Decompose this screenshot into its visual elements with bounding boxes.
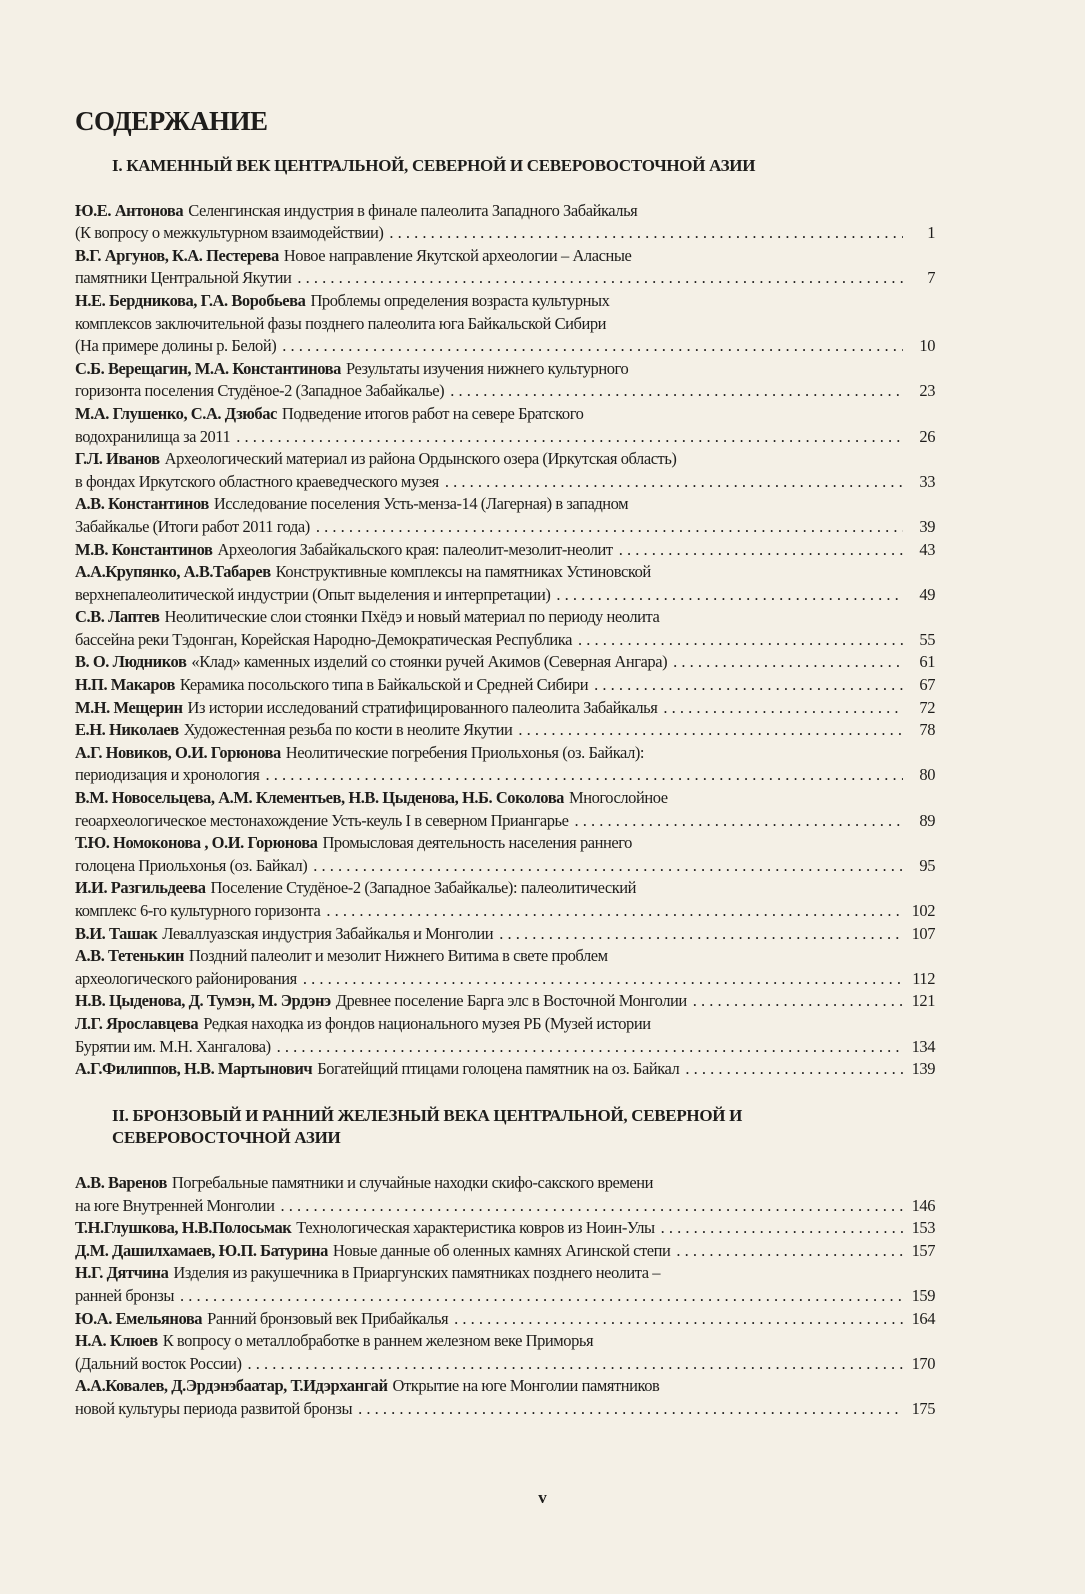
entry-title: голоцена Приольхонья (оз. Байкал) xyxy=(75,855,308,875)
entry-page-number: 159 xyxy=(911,1285,935,1305)
dot-leader xyxy=(574,810,903,833)
entry-title: Погребальные памятники и случайные находки скифо-сакского времени xyxy=(171,1172,654,1192)
toc-entry-line xyxy=(75,1217,935,1240)
entry-text xyxy=(75,674,588,697)
toc-entry[interactable] xyxy=(75,1058,935,1081)
entry-page-number: 153 xyxy=(911,1218,935,1238)
dot-leader xyxy=(578,629,903,652)
entry-author: В.Г. Аргунов, К.А. Пестерева xyxy=(75,245,279,265)
entry-title: новой культуры периода развитой бронзы xyxy=(75,1398,353,1418)
entry-page-number: 80 xyxy=(919,765,935,785)
entry-author: Н.В. Цыденова, Д. Тумэн, М. Эрдэнэ xyxy=(75,991,331,1011)
toc-entry-line xyxy=(75,1375,935,1398)
toc-entry[interactable] xyxy=(75,945,935,990)
entry-page-number: 170 xyxy=(911,1353,935,1373)
entry-title: (На примере долины р. Белой) xyxy=(75,336,277,356)
dot-leader xyxy=(673,651,903,674)
toc-entry-line xyxy=(75,968,935,991)
entry-text xyxy=(75,200,637,223)
entry-text xyxy=(75,471,439,494)
section-heading xyxy=(75,1105,935,1150)
toc-entry[interactable] xyxy=(75,448,935,493)
entry-page-number: 112 xyxy=(912,968,935,988)
dot-leader xyxy=(499,923,903,946)
toc-entry[interactable] xyxy=(75,674,935,697)
entry-text xyxy=(75,900,320,923)
entry-title: верхнепалеолитической индустрии (Опыт выделения и интерпретации) xyxy=(75,584,551,604)
entry-title: Новое направление Якутской археологии – Аласные xyxy=(283,245,632,265)
entry-text xyxy=(75,222,383,245)
toc-entry-line xyxy=(75,651,935,674)
entry-title: Керамика посольского типа в Байкальской и Средней Сибири xyxy=(179,675,589,695)
entry-title: комплекс 6-го культурного горизонта xyxy=(75,901,321,920)
entry-title: Археология Забайкальского края: палеолит-мезолит-неолит xyxy=(217,539,613,559)
toc-entry-line xyxy=(75,1058,935,1081)
toc-entry[interactable] xyxy=(75,1217,935,1240)
toc-entry[interactable] xyxy=(75,832,935,877)
entry-title: Леваллуазская индустрия Забайкалья и Монголии xyxy=(162,923,494,943)
page-title: СОДЕРЖАНИЕ xyxy=(75,106,268,136)
toc-entry-line xyxy=(75,313,935,336)
entry-page-number: 10 xyxy=(919,336,935,356)
entry-title: Селенгинская индустрия в финале палеолита Западного Забайкалья xyxy=(188,200,638,220)
entry-text xyxy=(75,968,297,991)
entry-text xyxy=(75,832,632,855)
entry-page-number: 164 xyxy=(911,1308,935,1328)
dot-leader xyxy=(693,990,903,1013)
dot-leader xyxy=(358,1398,903,1421)
page-number: v xyxy=(538,1488,547,1507)
dot-leader xyxy=(180,1285,903,1308)
entry-author: В. О. Людников xyxy=(75,652,187,672)
toc-entry-line xyxy=(75,606,935,629)
entry-page-number: 89 xyxy=(919,810,935,830)
entry-text xyxy=(75,719,512,742)
toc-entry[interactable] xyxy=(75,990,935,1013)
toc-entry[interactable] xyxy=(75,1330,935,1375)
dot-leader xyxy=(556,584,903,607)
entry-page-number: 43 xyxy=(919,539,935,559)
entry-author: М.В. Константинов xyxy=(75,539,213,559)
entry-page-number: 23 xyxy=(919,381,935,401)
entry-title: (К вопросу о межкультурном взаимодействии) xyxy=(75,223,384,243)
toc-entry-line xyxy=(75,787,935,810)
entry-title: Поздний палеолит и мезолит Нижнего Витима в свете проблем xyxy=(188,946,608,966)
entry-text xyxy=(75,877,636,900)
toc-entry-line xyxy=(75,1036,935,1059)
entry-author: Н.Е. Бердникова, Г.А. Воробьева xyxy=(75,290,306,310)
entry-title: Неолитические погребения Приольхонья (оз. Байкал): xyxy=(285,742,645,762)
toc-entry[interactable] xyxy=(75,539,935,562)
entry-text xyxy=(75,267,291,290)
entry-text xyxy=(75,584,550,607)
dot-leader xyxy=(326,900,903,923)
entry-text xyxy=(75,764,259,787)
entry-page-number: 39 xyxy=(919,516,935,536)
entry-text xyxy=(75,448,676,471)
entry-title: горизонта поселения Студёное-2 (Западное Забайкалье) xyxy=(75,381,445,401)
entry-page-number: 146 xyxy=(911,1195,935,1215)
entry-text xyxy=(75,855,307,878)
entry-author: Ю.А. Емельянова xyxy=(75,1308,203,1328)
entry-author: Г.Л. Иванов xyxy=(75,449,160,469)
entry-author: А.В. Тетенькин xyxy=(75,946,184,966)
dot-leader xyxy=(594,674,903,697)
entry-text xyxy=(75,313,606,336)
entry-title: Художестенная резьба по кости в неолите Якутии xyxy=(183,720,513,740)
toc-entry[interactable] xyxy=(75,719,935,742)
toc-entry-line xyxy=(75,697,935,720)
toc-entry[interactable] xyxy=(75,561,935,606)
entry-title: Подведение итогов работ на севере Братского xyxy=(281,403,584,423)
entry-title: Проблемы определения возраста культурных xyxy=(310,290,610,310)
entry-text xyxy=(75,426,230,449)
toc-entry-line xyxy=(75,584,935,607)
entry-page-number: 157 xyxy=(911,1240,935,1260)
entry-text xyxy=(75,493,628,516)
entry-author: А.А.Крупянко, А.В.Табарев xyxy=(75,562,271,582)
toc-entry[interactable] xyxy=(75,1375,935,1420)
toc-entry-line xyxy=(75,426,935,449)
entry-author: Т.Ю. Номоконова , О.И. Горюнова xyxy=(75,833,318,853)
entry-author: В.М. Новосельцева, А.М. Клементьев, Н.В. Цыденова, Н.Б. Соколова xyxy=(75,788,564,808)
dot-leader xyxy=(277,1036,903,1059)
entry-author: В.И. Ташак xyxy=(75,923,158,943)
entry-author: А.Г. Новиков, О.И. Горюнова xyxy=(75,742,281,762)
dot-leader xyxy=(685,1058,903,1081)
dot-leader xyxy=(663,697,903,720)
toc-entry-line xyxy=(75,471,935,494)
toc-entry-line xyxy=(75,1240,935,1263)
sections xyxy=(75,155,935,1420)
entry-title: водохранилища за 2011 xyxy=(75,426,231,446)
entry-text xyxy=(75,945,608,968)
entry-title: (Дальний восток России) xyxy=(75,1353,242,1373)
toc-entry-line xyxy=(75,335,935,358)
dot-leader xyxy=(303,968,903,991)
entry-page-number: 175 xyxy=(911,1398,935,1418)
entry-author: А.В. Варенов xyxy=(75,1172,167,1192)
toc-entry-line xyxy=(75,222,935,245)
entry-title: Ранний бронзовый век Прибайкалья xyxy=(207,1308,449,1328)
entry-author: С.В. Лаптев xyxy=(75,607,160,627)
toc-entry[interactable] xyxy=(75,1308,935,1331)
entry-text xyxy=(75,1330,593,1353)
toc-entry-line xyxy=(75,539,935,562)
toc-entry[interactable] xyxy=(75,651,935,674)
section-heading-line: СЕВЕРОВОСТОЧНОЙ АЗИИ xyxy=(112,1128,341,1148)
entry-page-number: 67 xyxy=(919,675,935,695)
dot-leader xyxy=(236,426,903,449)
entry-text xyxy=(75,990,687,1013)
dot-leader xyxy=(619,539,903,562)
entry-title: комплексов заключительной фазы позднего палеолита юга Байкальской Сибири xyxy=(75,313,607,333)
entry-title: в фондах Иркутского областного краеведческого музея xyxy=(75,471,439,491)
entry-author: Е.Н. Николаев xyxy=(75,720,179,740)
entry-author: И.И. Разгильдеева xyxy=(75,878,206,898)
entry-text xyxy=(75,1398,352,1421)
entry-text xyxy=(75,1217,655,1240)
entry-text xyxy=(75,335,276,358)
toc-entry-line xyxy=(75,742,935,765)
entry-title: Результаты изучения нижнего культурного xyxy=(345,358,629,378)
entry-page-number: 33 xyxy=(919,471,935,491)
entry-page-number: 121 xyxy=(911,991,935,1011)
entry-title: Исследование поселения Усть-менза-14 (Лагерная) в западном xyxy=(213,494,629,514)
entry-page-number: 1 xyxy=(927,223,935,243)
entry-page-number: 55 xyxy=(919,629,935,649)
toc-entry-line xyxy=(75,855,935,878)
toc-entry[interactable] xyxy=(75,606,935,651)
toc-entry-line xyxy=(75,1330,935,1353)
dot-leader xyxy=(281,1195,903,1218)
dot-leader xyxy=(518,719,903,742)
entry-title: Конструктивные комплексы на памятниках Устиновской xyxy=(275,562,651,582)
dot-leader xyxy=(454,1308,903,1331)
entry-title: на юге Внутренней Монголии xyxy=(75,1195,275,1215)
entry-text xyxy=(75,358,628,381)
entry-text xyxy=(75,810,568,833)
entry-title: Поселение Студёное-2 (Западное Забайкалье): палеолитический xyxy=(210,878,637,898)
entry-author: С.Б. Верещагин, М.А. Константинова xyxy=(75,358,341,378)
dot-leader xyxy=(248,1353,903,1376)
dot-leader xyxy=(313,855,903,878)
toc-entry[interactable] xyxy=(75,787,935,832)
entry-text xyxy=(75,1172,653,1195)
entry-author: М.А. Глушенко, С.А. Дзюбас xyxy=(75,403,277,423)
entry-page-number: 134 xyxy=(911,1036,935,1056)
entry-title: Изделия из ракушечника в Приаргунских памятниках позднего неолита – xyxy=(173,1263,661,1283)
toc-entry-line xyxy=(75,403,935,426)
entry-text xyxy=(75,629,572,652)
dot-leader xyxy=(445,471,903,494)
entry-text xyxy=(75,380,444,403)
toc-entry-line xyxy=(75,358,935,381)
toc-entry-line xyxy=(75,877,935,900)
entry-author: А.А.Ковалев, Д.Эрдэнэбаатар, Т.Идэрхангай xyxy=(75,1376,388,1396)
toc-entry-line xyxy=(75,1013,935,1036)
entry-text xyxy=(75,245,631,268)
entry-author: Н.Г. Дятчина xyxy=(75,1263,169,1283)
toc-entry-line xyxy=(75,674,935,697)
entry-author: А.В. Константинов xyxy=(75,494,209,514)
toc-entry[interactable] xyxy=(75,358,935,403)
entry-page-number: 107 xyxy=(911,923,935,943)
toc-entry-line xyxy=(75,764,935,787)
toc-entry[interactable] xyxy=(75,697,935,720)
entry-text xyxy=(75,1262,660,1285)
dot-leader xyxy=(661,1217,903,1240)
toc-entry-line xyxy=(75,832,935,855)
toc-entry[interactable] xyxy=(75,200,935,245)
toc-entry-line xyxy=(75,923,935,946)
entry-text xyxy=(75,1036,271,1059)
toc-entry-line xyxy=(75,380,935,403)
entry-title: Неолитические слои стоянки Пхёдэ и новый материал по периоду неолита xyxy=(164,607,660,627)
entry-title: Редкая находка из фондов национального музея РБ (Музей истории xyxy=(203,1013,651,1033)
entry-text xyxy=(75,1013,651,1036)
toc-entry-line xyxy=(75,267,935,290)
entry-page-number: 102 xyxy=(911,901,935,920)
entry-text xyxy=(75,651,667,674)
entry-author: Ю.Е. Антонова xyxy=(75,200,184,220)
entry-text xyxy=(75,742,644,765)
toc-entry[interactable] xyxy=(75,923,935,946)
toc-entry[interactable] xyxy=(75,245,935,290)
entry-text xyxy=(75,1375,659,1398)
entry-text xyxy=(75,539,613,562)
toc-entry[interactable] xyxy=(75,403,935,448)
entry-title: Новые данные об оленных камнях Агинской степи xyxy=(332,1240,671,1260)
entry-page-number: 26 xyxy=(919,426,935,446)
toc-entry-line xyxy=(75,516,935,539)
dot-leader xyxy=(282,335,903,358)
entry-author: Т.Н.Глушкова, Н.В.Полосьмак xyxy=(75,1218,292,1238)
dot-leader xyxy=(389,222,903,245)
entry-title: Бурятии им. М.Н. Хангалова) xyxy=(75,1036,271,1056)
toc-entry-line xyxy=(75,1195,935,1218)
entry-text xyxy=(75,1308,448,1331)
toc-entry[interactable] xyxy=(75,1240,935,1263)
toc-entry-line xyxy=(75,719,935,742)
toc-entry-line xyxy=(75,493,935,516)
entry-text xyxy=(75,1285,174,1308)
entry-text xyxy=(75,403,583,426)
toc-entry-line xyxy=(75,1308,935,1331)
entry-title: Открытие на юге Монголии памятников xyxy=(392,1376,660,1396)
toc-entry[interactable] xyxy=(75,290,935,358)
entry-author: Н.П. Макаров xyxy=(75,675,175,695)
section-heading-line: I. КАМЕННЫЙ ВЕК ЦЕНТРАЛЬНОЙ, СЕВЕРНОЙ И СЕВЕРОВОСТОЧНОЙ АЗИИ xyxy=(112,156,756,175)
entry-text xyxy=(75,923,493,946)
toc-entry[interactable] xyxy=(75,742,935,787)
entry-text xyxy=(75,1058,679,1081)
toc-entry-line xyxy=(75,1172,935,1195)
entry-text xyxy=(75,516,310,539)
toc-entry-line xyxy=(75,900,935,923)
entry-title: Богатейщий птицами голоцена памятник на оз. Байкал xyxy=(317,1059,680,1079)
toc-entry[interactable] xyxy=(75,1013,935,1058)
entry-page-number: 7 xyxy=(927,268,935,288)
entry-page-number: 72 xyxy=(919,697,935,717)
entry-title: памятники Центральной Якутии xyxy=(75,268,292,288)
entry-title: геоархеологическое местонахождение Усть-кеуль I в северном Приангарье xyxy=(75,810,569,830)
entry-title: Многослойное xyxy=(568,788,668,808)
entry-text xyxy=(75,787,668,810)
entry-text xyxy=(75,1195,275,1218)
toc-entry-line xyxy=(75,290,935,313)
toc-entry-line xyxy=(75,561,935,584)
entry-author: Н.А. Клюев xyxy=(75,1331,158,1351)
entry-page-number: 139 xyxy=(911,1059,935,1079)
entry-text xyxy=(75,697,657,720)
toc-entry-line xyxy=(75,990,935,1013)
entry-title: Археологический материал из района Ордынского озера (Иркутская область) xyxy=(164,449,677,469)
entry-page-number: 61 xyxy=(919,652,935,672)
entry-title: «Клад» каменных изделий со стоянки ручей Акимов (Северная Ангара) xyxy=(191,652,668,672)
entry-page-number: 49 xyxy=(919,584,935,604)
toc-entry-line xyxy=(75,629,935,652)
entry-text xyxy=(75,561,651,584)
section-heading-line: II. БРОНЗОВЫЙ И РАННИЙ ЖЕЛЕЗНЫЙ ВЕКА ЦЕНТРАЛЬНОЙ, СЕВЕРНОЙ И xyxy=(112,1105,743,1125)
toc-entry-line xyxy=(75,1285,935,1308)
toc-entry[interactable] xyxy=(75,1262,935,1307)
entry-author: Д.М. Дашилхамаев, Ю.П. Батурина xyxy=(75,1240,328,1260)
dot-leader xyxy=(676,1240,903,1263)
toc-entry-line xyxy=(75,945,935,968)
entry-title: Промысловая деятельность населения раннего xyxy=(322,833,632,853)
toc-entry-line xyxy=(75,1353,935,1376)
entry-title: К вопросу о металлобработке в раннем железном веке Приморья xyxy=(162,1331,594,1351)
entry-page-number: 95 xyxy=(919,855,935,875)
toc-entry-line xyxy=(75,448,935,471)
dot-leader xyxy=(316,516,903,539)
entry-author: Л.Г. Ярославцева xyxy=(75,1013,199,1033)
section-heading xyxy=(75,155,935,178)
entry-title: периодизация и хронология xyxy=(75,765,260,785)
entry-title: Забайкалье (Итоги работ 2011 года) xyxy=(75,516,310,536)
entry-title: Технологическая характеристика ковров из Ноин-Улы xyxy=(296,1218,655,1238)
toc-entry-line xyxy=(75,1398,935,1421)
entry-text xyxy=(75,290,609,313)
toc-entry-line xyxy=(75,1262,935,1285)
toc-entry-line xyxy=(75,245,935,268)
toc-entry[interactable] xyxy=(75,493,935,538)
toc-entry[interactable] xyxy=(75,1172,935,1217)
entry-text xyxy=(75,1353,242,1376)
toc-entry-line xyxy=(75,810,935,833)
entry-author: М.Н. Мещерин xyxy=(75,697,183,717)
entry-title: бассейна реки Тэдонган, Корейская Народно-Демократическая Республика xyxy=(75,629,572,649)
entry-title: Из истории исследований стратифицированного палеолита Забайкалья xyxy=(187,697,658,717)
dot-leader xyxy=(450,380,903,403)
entry-text xyxy=(75,1240,670,1263)
table-of-contents xyxy=(75,104,935,1420)
entry-title: Древнее поселение Барга элс в Восточной Монголии xyxy=(335,991,687,1011)
entry-title: ранней бронзы xyxy=(75,1285,174,1305)
dot-leader xyxy=(297,267,903,290)
dot-leader xyxy=(265,764,903,787)
toc-entry-line xyxy=(75,200,935,223)
toc-entry[interactable] xyxy=(75,877,935,922)
entry-author: А.Г.Филиппов, Н.В. Мартынович xyxy=(75,1059,313,1079)
entry-page-number: 78 xyxy=(919,720,935,740)
entry-text xyxy=(75,606,659,629)
entry-title: археологического районирования xyxy=(75,968,297,988)
